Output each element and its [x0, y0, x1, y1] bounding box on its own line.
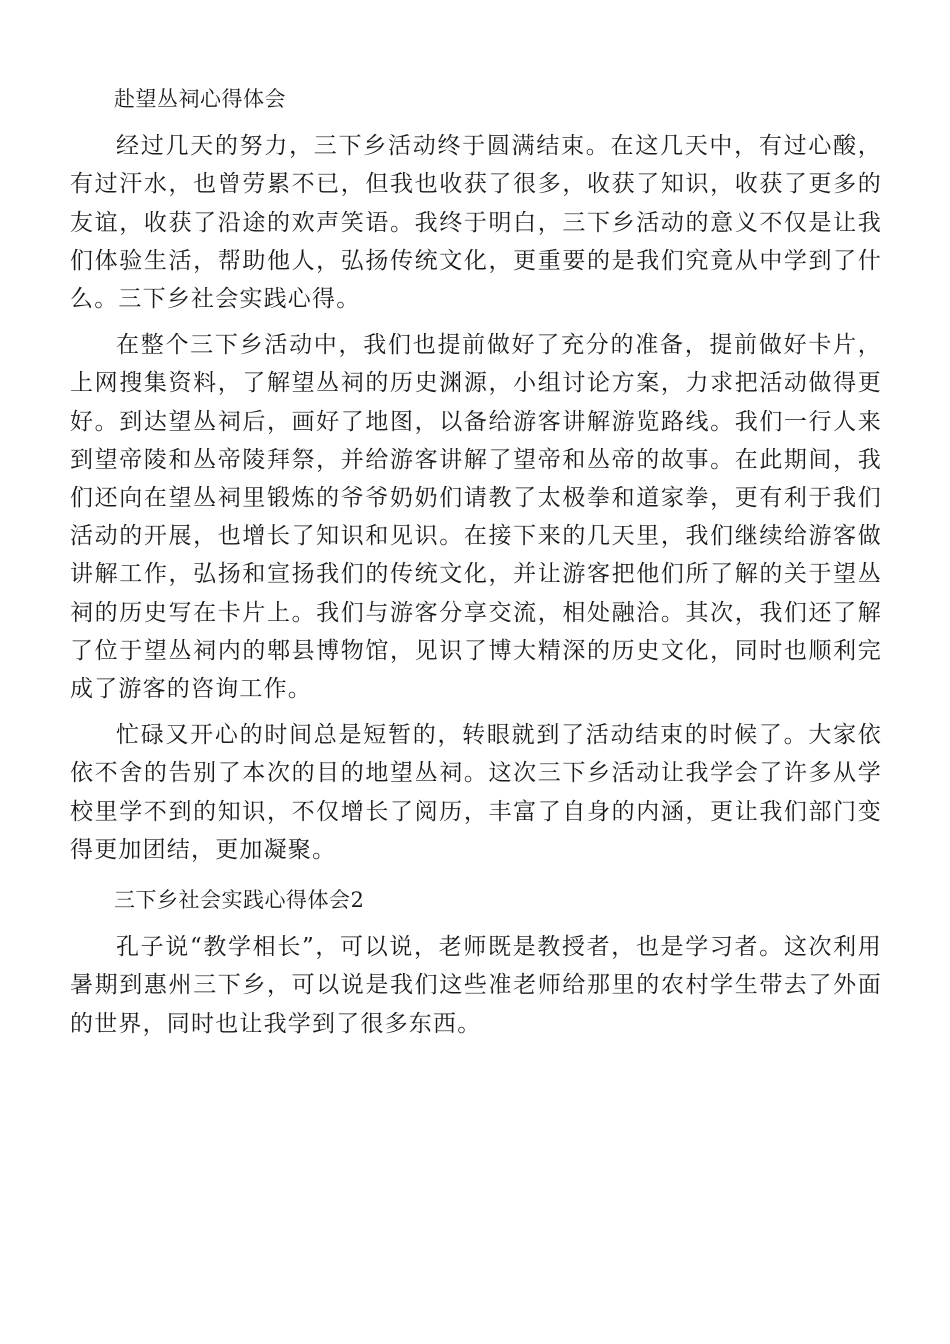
- section-title-1: 赴望丛祠心得体会: [114, 87, 286, 111]
- document-body: [70, 80, 882, 1051]
- paragraph: 忙碌又开心的时间总是短暂的，转眼就到了活动结束的时候了。大家依依不舍的告别了本次的目的地望丛祠。这次三下乡活动让我学会了许多从学校里学不到的知识，不仅增长了阅历，丰富了自身的内涵，更让我们部门变得更加团结，更加凝聚。: [70, 722, 882, 863]
- paragraph: 孔子说“教学相长”，可以说，老师既是教授者，也是学习者。这次利用暑期到惠州三下乡，可以说是我们这些准老师给那里的农村学生带去了外面的世界，同时也让我学到了很多东西。: [70, 934, 882, 1037]
- paragraph: 在整个三下乡活动中，我们也提前做好了充分的准备，提前做好卡片，上网搜集资料，了解望丛祠的历史渊源，小组讨论方案，力求把活动做得更好。到达望丛祠后，画好了地图，以备给游客讲解游览路线。我们一行人来到望帝陵和丛帝陵拜祭，并给游客讲解了望帝和丛帝的故事。在此期间，我们还向在望丛祠里锻炼的爷爷奶奶们请教了太极拳和道家拳，更有利于我们活动的开展，也增长了知识和见识。在接下来的几天里，我们继续给游客做讲解工作，弘扬和宣扬我们的传统文化，并让游客把他们所了解的关于望丛祠的历史写在卡片上。我们与游客分享交流，相处融洽。其次，我们还了解了位于望丛祠内的郫县博物馆，见识了博大精深的历史文化，同时也顺利完成了游客的咨询工作。: [70, 332, 882, 703]
- section-title-2: 三下乡社会实践心得体会2: [114, 888, 365, 913]
- paragraph: 经过几天的努力，三下乡活动终于圆满结束。在这几天中，有过心酸，有过汗水，也曾劳累不已，但我也收获了很多，收获了知识，收获了更多的友谊，收获了沿途的欢声笑语。我终于明白，三下乡活动的意义不仅是让我们体验生活，帮助他人，弘扬传统文化，更重要的是我们究竟从中学到了什么。三下乡社会实践心得。: [70, 133, 882, 313]
